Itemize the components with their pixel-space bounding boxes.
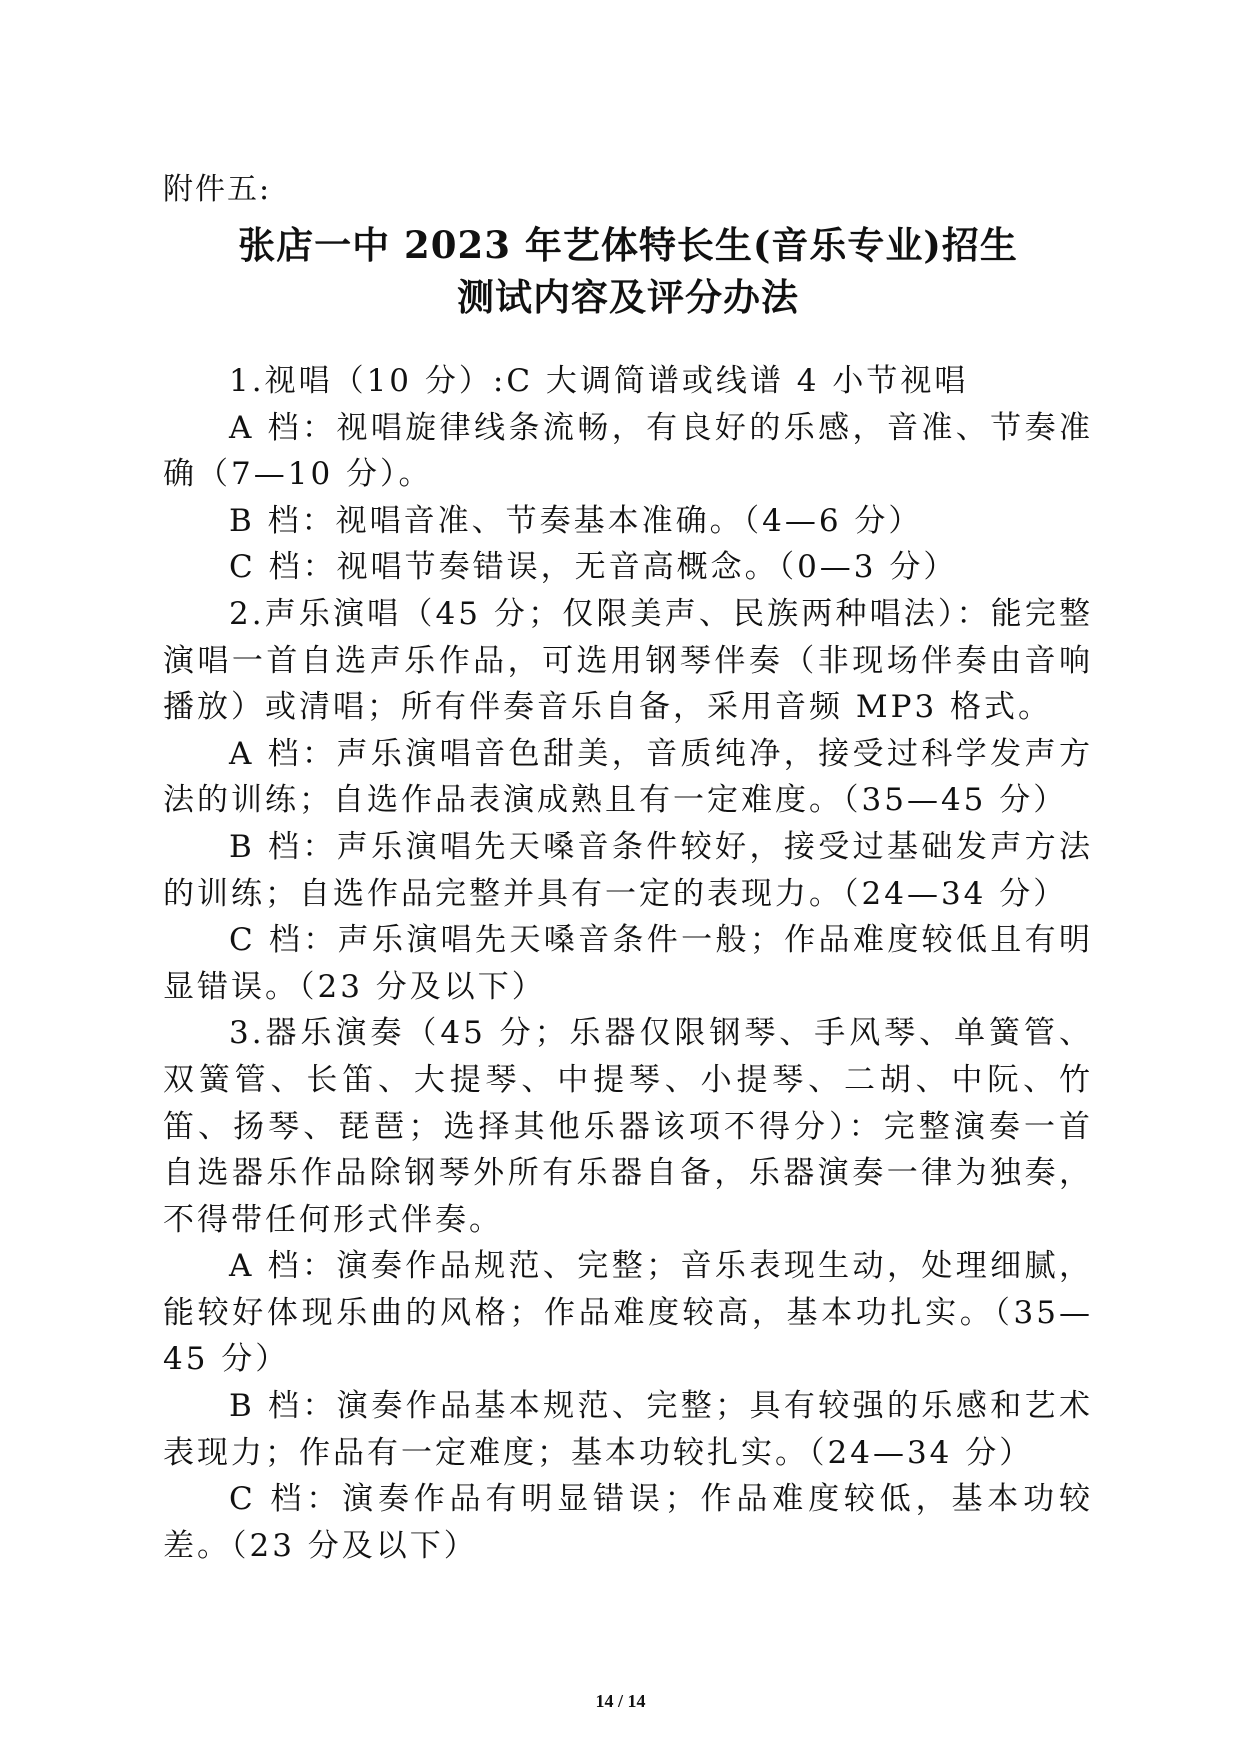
paragraph-vocal-grade-a: A 档：声乐演唱音色甜美，音质纯净，接受过科学发声方法的训练；自选作品表演成熟且有一定难度。（35—45 分） — [163, 735, 1093, 819]
document-title-line-2: 测试内容及评分办法 — [457, 275, 799, 319]
paragraph-sight-singing-grade-b: B 档：视唱音准、节奏基本准确。（4—6 分） — [229, 502, 923, 539]
page-number: 14 / 14 — [595, 1691, 646, 1711]
paragraph-vocal-performance: 2.声乐演唱（45 分；仅限美声、民族两种唱法）：能完整演唱一首自选声乐作品，可选用钢琴伴奏（非现场伴奏由音响播放）或清唱；所有伴奏音乐自备，采用音频 MP3 格式。 — [163, 595, 1093, 726]
attachment-label: 附件五: — [163, 172, 272, 207]
document-title-line-1: 张店一中 2023 年艺体特长生(音乐专业)招生 — [238, 223, 1018, 267]
paragraph-instrumental-grade-a: A 档：演奏作品规范、完整；音乐表现生动，处理细腻，能较好体现乐曲的风格；作品难度较高，基本功扎实。（35—45 分） — [163, 1248, 1093, 1378]
paragraph-instrumental-performance: 3.器乐演奏（45 分；乐器仅限钢琴、手风琴、单簧管、双簧管、长笛、大提琴、中提琴、小提琴、二胡、中阮、竹笛、扬琴、琵琶；选择其他乐器该项不得分）：完整演奏一首自选器乐作品除钢琴外所有乐器自备，乐器演奏一律为独奏，不得带任何形式伴奏。 — [163, 1015, 1093, 1238]
paragraph-instrumental-grade-c: C 档：演奏作品有明显错误；作品难度较低，基本功较差。（23 分及以下） — [163, 1481, 1093, 1564]
paragraph-sight-singing-grade-a: A 档：视唱旋律线条流畅，有良好的乐感，音准、节奏准确（7—10 分）。 — [163, 409, 1093, 493]
document-body — [163, 358, 1093, 1569]
paragraph-vocal-grade-c: C 档：声乐演唱先天嗓音条件一般；作品难度较低且有明显错误。（23 分及以下） — [163, 922, 1093, 1005]
paragraph-sight-singing-grade-c: C 档：视唱节奏错误，无音高概念。（0—3 分） — [229, 549, 958, 586]
paragraph-sight-singing: 1.视唱（10 分）:C 大调简谱或线谱 4 小节视唱 — [229, 363, 969, 399]
paragraph-vocal-grade-b: B 档：声乐演唱先天嗓音条件较好，接受过基础发声方法的训练；自选作品完整并具有一定的表现力。（24—34 分） — [163, 828, 1093, 912]
paragraph-instrumental-grade-b: B 档：演奏作品基本规范、完整；具有较强的乐感和艺术表现力；作品有一定难度；基本功较扎实。（24—34 分） — [163, 1388, 1093, 1471]
